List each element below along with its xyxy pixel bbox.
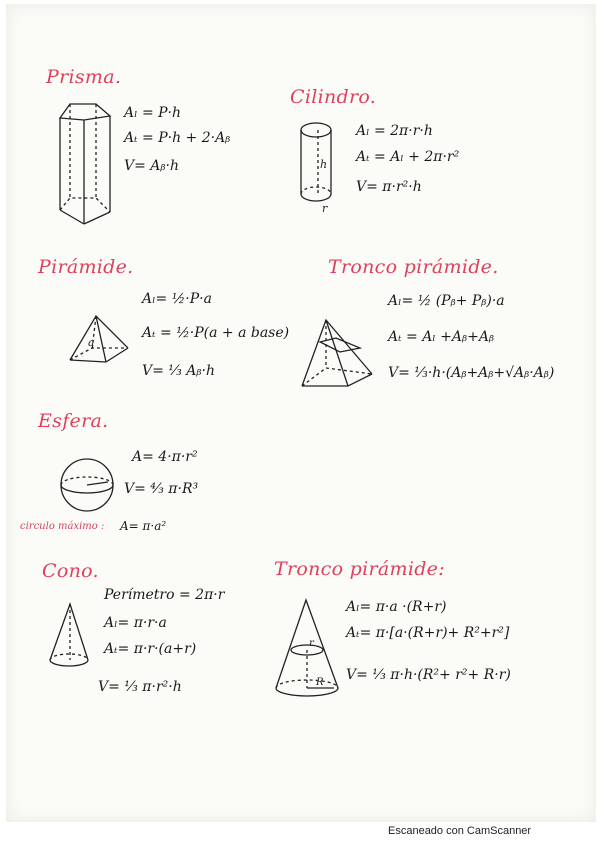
pyramid-a-label: a	[88, 336, 95, 349]
cono-perimetro: Perímetro = 2π·r	[104, 587, 225, 603]
cilindro-total-area: Aₜ = Aₗ + 2π·r²	[356, 149, 460, 165]
piramide-lateral-area: Aₗ= ½·P·a	[142, 291, 212, 307]
tronco-piramide-lateral-area: Aₗ= ½ (Pᵦ+ Pᵦ)·a	[388, 293, 505, 309]
cone-figure	[46, 600, 92, 674]
cono-lateral-area: Aₗ= π·r·a	[104, 615, 167, 631]
truncated-cone-r-label: r	[309, 638, 314, 649]
cilindro-volume: V= π·r²·h	[356, 179, 422, 195]
circulo-maximo-label: circulo máximo :	[20, 521, 105, 532]
cylinder-r-label: r	[322, 202, 328, 214]
tronco-piramide-volume: V= ⅓·h·(Aᵦ+Aᵦ+√Aᵦ·Aᵦ)	[388, 365, 555, 381]
piramide-total-area: Aₜ = ½·P(a + a base)	[142, 325, 290, 341]
sphere-figure	[58, 456, 118, 516]
truncated-cone-R-label: R	[316, 677, 324, 688]
circulo-maximo-area: A= π·a²	[120, 519, 167, 533]
cylinder-figure	[292, 118, 344, 214]
tronco-cono-lateral-area: Aₗ= π·a ·(R+r)	[346, 599, 447, 615]
tronco-piramide-total-area: Aₜ = Aₗ +Aᵦ+Aᵦ	[388, 329, 495, 345]
truncated-cone-figure	[272, 596, 344, 704]
tronco-cono-volume: V= ⅓ π·h·(R²+ r²+ R·r)	[346, 667, 511, 683]
prisma-volume: V= Aᵦ·h	[124, 158, 179, 174]
prisma-total-area: Aₜ = P·h + 2·Aᵦ	[124, 130, 231, 146]
truncated-pyramid-figure	[296, 316, 380, 392]
heading-cilindro: Cilindro.	[290, 86, 377, 108]
cono-total-area: Aₜ= π·r·(a+r)	[104, 641, 197, 657]
cilindro-lateral-area: Aₗ = 2π·r·h	[356, 123, 433, 139]
cono-volume: V= ⅓ π·r²·h	[98, 679, 182, 695]
cylinder-h-label: h	[320, 158, 328, 171]
pyramid-figure	[66, 310, 134, 368]
heading-tronco-piramide: Tronco pirámide.	[328, 256, 499, 278]
heading-esfera: Esfera.	[38, 410, 109, 432]
prism-figure	[54, 100, 116, 230]
esfera-area: A= 4·π·r²	[132, 449, 198, 465]
scanner-watermark: Escaneado con CamScanner	[388, 825, 532, 837]
prisma-lateral-area: Aₗ = P·h	[124, 105, 182, 121]
heading-piramide: Pirámide.	[38, 256, 134, 278]
piramide-volume: V= ⅓ Aᵦ·h	[142, 363, 215, 379]
heading-tronco-cono: Tronco pirámide:	[274, 558, 445, 580]
heading-prisma: Prisma.	[46, 66, 122, 88]
esfera-volume: V= ⁴⁄₃ π·R³	[124, 481, 199, 497]
notebook-page	[6, 4, 596, 822]
heading-cono: Cono.	[42, 560, 99, 582]
tronco-cono-total-area: Aₜ= π·[a·(R+r)+ R²+r²]	[346, 625, 510, 641]
